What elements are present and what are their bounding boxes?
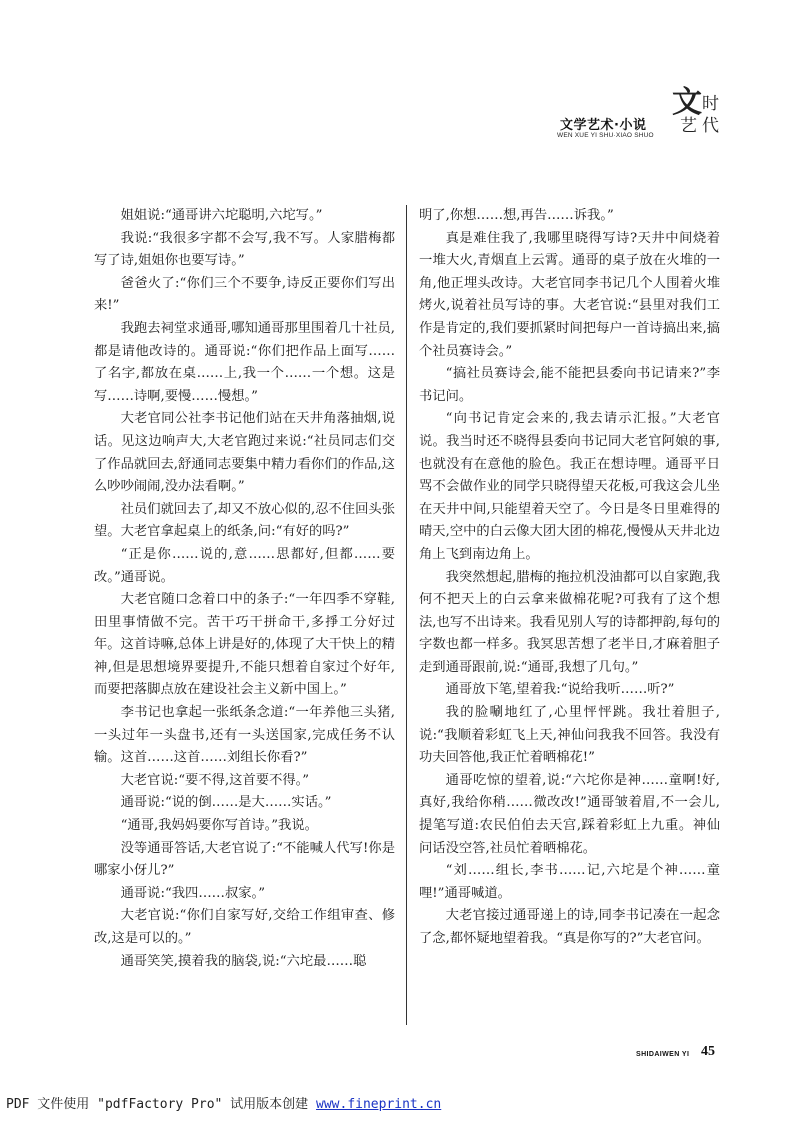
logo-char: 代: [702, 116, 719, 136]
paragraph: 通哥说:“我四……叔家。”: [120, 885, 265, 901]
paragraph: 大老官说:“要不得,这首要不得。”: [120, 772, 310, 788]
paragraph: “正是你……说的,意……思都好,但都……要改。”通哥说。: [94, 546, 395, 585]
paragraph: “刘……组长,李书……记,六坨是个神……童哩!”通哥喊道。: [419, 863, 720, 901]
pdf-notice-text: PDF 文件使用 "pdfFactory Pro" 试用版本创建: [6, 1097, 317, 1112]
logo-char: 时: [702, 94, 719, 114]
paragraph: 爸爸火了:“你们三个不要争,诗反正要你们写出来!”: [94, 275, 395, 314]
section-subtitle: WEN XUE YI SHU·XIAO SHUO: [557, 132, 654, 139]
paragraph: “通哥,我妈妈要你写首诗。”我说。: [120, 818, 318, 834]
paragraph: 我跑去祠堂求通哥,哪知通哥那里围着几十社员,都是请他改诗的。通哥说:“你们把作品上面写……了名字,都放在桌……上,我一个……一个想。这是写……诗啊,要慢……慢想。”: [94, 320, 395, 404]
magazine-logo: [672, 85, 724, 140]
right-column: [419, 205, 720, 951]
footer-magazine-name: SHIDAIWEN YI: [636, 1051, 690, 1058]
paragraph: 没等通哥答话,大老官说了:“不能喊人代写!你是哪家小伢儿?”: [94, 840, 395, 879]
paragraph: “搞社员赛诗会,能不能把县委向书记请来?”李书记问。: [419, 366, 720, 404]
paragraph: 我的脸唰地红了,心里怦怦跳。我壮着胆子,说:“我顺着彩虹飞上天,神仙问我我不回答。我没有功夫回答他,我正忙着晒棉花!”: [419, 705, 720, 766]
paragraph: “向书记肯定会来的,我去请示汇报。”大老官说。我当时还不晓得县委向书记同大老官阿娘的事,也就没有在意他的脸色。我正在想诗哩。通哥平日骂不会做作业的同学只晓得望天花板,可我这会儿坐在天井中间,只能望着天空了。今日是冬日里难得的晴天,空中的白云像大团大团的棉花,慢慢从天井北边角上飞到南边角上。: [419, 411, 720, 562]
paragraph: 大老官接过通哥递上的诗,同李书记凑在一起念了念,都怀疑地望着我。“真是你写的?”大老官问。: [419, 908, 720, 946]
paragraph: 姐姐说:“通哥讲六坨聪明,六坨写。”: [120, 208, 323, 223]
logo-char: 文: [672, 85, 702, 120]
paragraph: 我突然想起,腊梅的拖拉机没油都可以自家跑,我何不把天上的白云拿来做棉花呢?可我有了这个想法,也写不出诗来。我看见别人写的诗都押韵,每句的字数也都一样多。我冥思苦想了老半日,才麻着胆子走到通哥跟前,说:“通哥,我想了几句。”: [419, 569, 720, 675]
paragraph: 真是难住我了,我哪里晓得写诗?天井中间烧着一堆大火,青烟直上云霄。通哥的桌子放在火堆的一角,他正埋头改诗。大老官同李书记几个人围着火堆烤火,说着社员写诗的事。大老官说:“县里对我们工作是肯定的,我们要抓紧时间把每户一首诗搞出来,搞个社员赛诗会。”: [419, 230, 720, 359]
column-divider: [406, 205, 407, 1025]
paragraph: 社员们就回去了,却又不放心似的,忍不住回头张望。大老官拿起桌上的纸条,问:“有好的吗?”: [94, 501, 395, 540]
section-title: 文学艺术·小说: [560, 118, 647, 133]
paragraph: 通哥放下笔,望着我:“说给我听……听?”: [445, 682, 675, 698]
paragraph: 通哥吃惊的望着,说:“六坨你是神……童啊!好,真好,我给你稍……微改改!”通哥皱着眉,不一会儿,提笔写道:农民伯伯去天宫,踩着彩虹上九重。神仙问话没空答,社员忙着晒棉花。: [419, 772, 720, 856]
left-column: [94, 205, 395, 973]
fineprint-link[interactable]: www.fineprint.cn: [316, 1097, 442, 1112]
page-number: 45: [701, 1044, 715, 1059]
paragraph: 通哥笑笑,摸着我的脑袋,说:“六坨最……聪: [120, 953, 367, 969]
pdf-creator-notice: [6, 1093, 441, 1112]
paragraph: 我说:“我很多字都不会写,我不写。人家腊梅都写了诗,姐姐你也要写诗。”: [94, 230, 395, 269]
paragraph: 通哥说:“说的倒……是大……实话。”: [120, 795, 332, 811]
paragraph: 大老官同公社李书记他们站在天井角落抽烟,说话。见这边响声大,大老官跑过来说:“社员同志们交了作品就回去,舒通同志要集中精力看你们的作品,这么吵吵闹闹,没办法看啊。”: [94, 411, 395, 495]
page-header: [0, 0, 793, 150]
logo-char: 艺: [680, 116, 697, 136]
paragraph: 大老官随口念着口中的条子:“一年四季不穿鞋,田里事情做不完。苦干巧干拼命干,多掙工分好过年。这首诗嘛,总体上讲是好的,体现了大干快上的精神,但是思想境界要提升,不能只想着自家过个好年,而要把落脚点放在建设社会主义新中国上。”: [94, 592, 395, 698]
paragraph-continued: 明了,你想……想,再告……诉我。”: [419, 208, 614, 223]
paragraph: 大老官说:“你们自家写好,交给工作组审查、修改,这是可以的。”: [94, 908, 395, 946]
paragraph: 李书记也拿起一张纸条念道:“一年养他三头猪,一头过年一头盘书,还有一头送国家,完成任务不认输。这首……这首……刘组长你看?”: [94, 705, 395, 766]
